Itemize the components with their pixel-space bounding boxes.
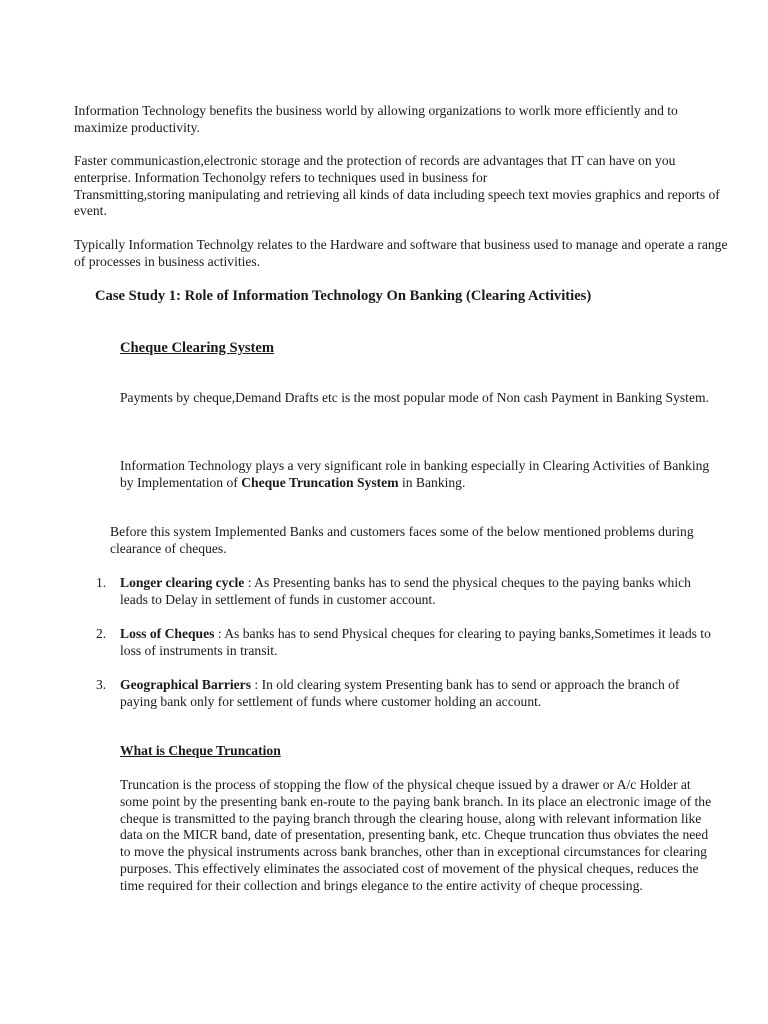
- cheque-truncation-heading: What is Cheque Truncation: [120, 743, 281, 758]
- list-number: 1.: [96, 575, 107, 590]
- cheque-clearing-paragraph-2-text: Information Technology plays a very significant role in banking especially in Clearing Activities of Banking by Implementation of: [120, 458, 710, 490]
- intro-paragraph-3: Typically Information Technolgy relates to the Hardware and software that business used to manage and operate a range of processes in business activities.: [74, 237, 728, 269]
- problem-description: : As Presenting banks has to send the physical cheques to the paying banks which leads to Delay in settlement of funds in customer account.: [120, 575, 691, 607]
- case-study-title: Case Study 1: Role of Information Technology On Banking (Clearing Activities): [95, 288, 592, 304]
- cheque-clearing-paragraph-2: [120, 458, 720, 492]
- list-item-body: [120, 575, 716, 609]
- list-item-body: [120, 626, 716, 660]
- problem-term: Longer clearing cycle: [120, 575, 245, 590]
- cheque-clearing-paragraph-2-tail: in Banking.: [398, 474, 466, 490]
- problem-term: Loss of Cheques: [120, 626, 215, 641]
- problem-description: : As banks has to send Physical cheques for clearing to paying banks,Sometimes it leads to loss of instruments in transit.: [120, 626, 711, 658]
- cheque-truncation-system-term: Cheque Truncation System: [241, 474, 399, 490]
- intro-paragraph-1: Information Technology benefits the business world by allowing organizations to worlk more efficiently and to maximize productivity.: [74, 103, 678, 135]
- cheque-clearing-heading: Cheque Clearing System: [120, 340, 275, 356]
- problem-description: : In old clearing system Presenting bank has to send or approach the branch of paying bank only for settlement of funds where customer holding an account.: [120, 677, 680, 709]
- problem-list-item: [96, 677, 716, 711]
- list-number: 3.: [96, 677, 107, 692]
- cheque-truncation-paragraph: Truncation is the process of stopping the flow of the physical cheque issued by a drawer or A/c Holder at some point by the presenting bank en-route to the paying bank branch. In its place an electronic image of the cheque is transmitted to the paying branch through the clearing house, along with relevant information like data on the MICR band, date of presentation, presenting bank, etc. Cheque truncation thus obviates the need to move the physical instruments across bank branches, other than in exceptional circumstances for clearing purposes. This effectively eliminates the associated cost of movement of the physical cheques, reduces the time required for their collection and brings elegance to the entire activity of cheque processing.: [120, 777, 712, 893]
- list-item-body: [120, 677, 716, 711]
- cheque-clearing-paragraph-1: Payments by cheque,Demand Drafts etc is the most popular mode of Non cash Payment in Banking System.: [120, 390, 709, 405]
- cheque-clearing-paragraph-3: Before this system Implemented Banks and customers faces some of the below mentioned problems during clearance of cheques.: [110, 524, 694, 556]
- problem-list-item: [96, 626, 716, 660]
- problem-list-item: [96, 575, 716, 609]
- intro-paragraph-2: Faster communicastion,electronic storage and the protection of records are advantages that IT can have on you enterprise. Information Techonolgy refers to techniques used in business for Transmitting,storing manipulating and retrieving all kinds of data including speech text movies graphics and reports of event.: [74, 153, 720, 219]
- problem-term: Geographical Barriers: [120, 677, 251, 692]
- list-number: 2.: [96, 626, 107, 641]
